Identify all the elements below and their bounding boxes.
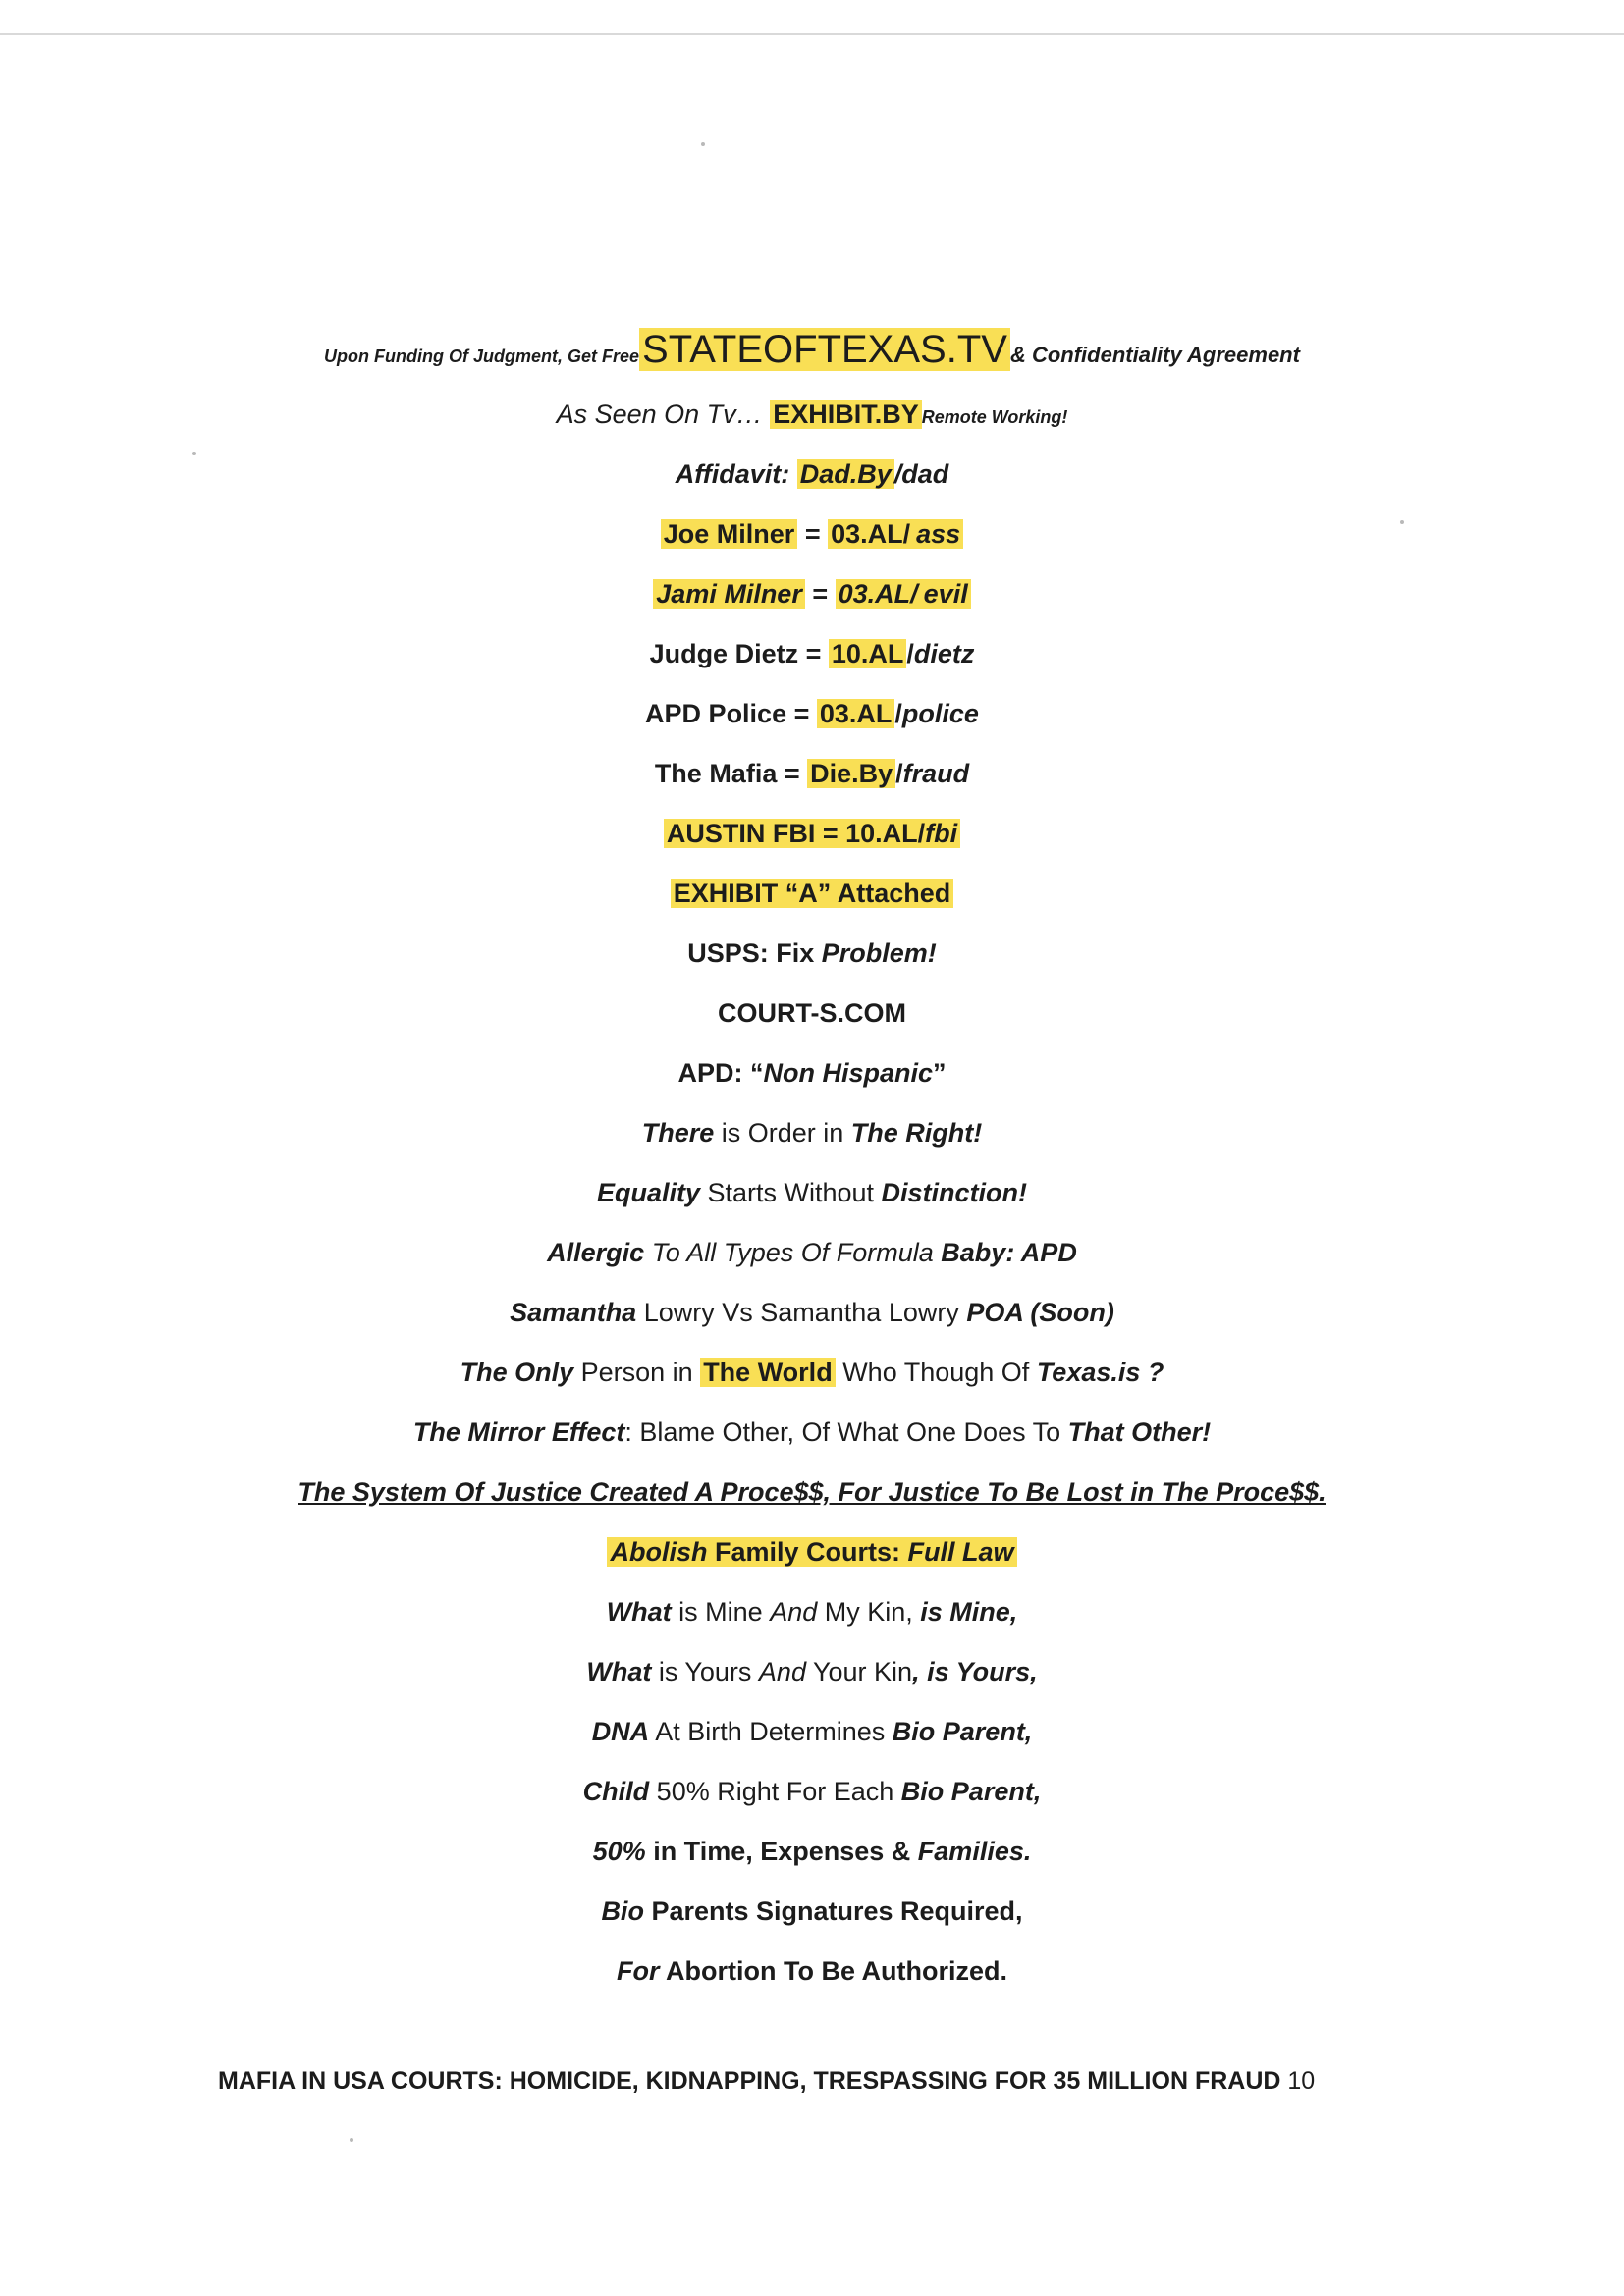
scan-speck <box>350 2138 353 2142</box>
order-line <box>0 1113 1624 1152</box>
signatures-text: Parents Signatures Required, <box>643 1896 1023 1926</box>
family-courts-text: Family Courts: <box>707 1537 908 1567</box>
bio-word: Bio <box>601 1896 644 1926</box>
jami-milner-line <box>0 574 1624 614</box>
footer <box>218 2061 1315 2101</box>
apd-hispanic-line <box>0 1053 1624 1093</box>
exhibit-by-link[interactable]: EXHIBIT.BY <box>770 400 922 429</box>
only-person-line <box>0 1353 1624 1392</box>
fifty-percent-word: 50% <box>592 1837 646 1866</box>
usps-label: USPS: Fix <box>687 938 822 968</box>
families-word: Families. <box>917 1837 1032 1866</box>
affidavit-label: Affidavit: <box>675 459 797 489</box>
is-yours-text: is Yours <box>651 1657 759 1686</box>
dietz-link[interactable]: 10.AL <box>829 639 907 668</box>
that-other-text: That Other! <box>1067 1417 1212 1447</box>
abortion-text: Abortion To Be Authorized. <box>659 1956 1007 1986</box>
mirror-effect-text: The Mirror Effect <box>412 1417 625 1447</box>
austin-fbi-line <box>0 814 1624 853</box>
full-law-text: Full Law <box>907 1537 1014 1567</box>
footer-text: MAFIA IN USA COURTS: HOMICIDE, KIDNAPPING, TRESPASSING FOR 35 MILLION FRAUD <box>218 2067 1281 2095</box>
samantha-word: Samantha <box>510 1298 637 1327</box>
there-word: There <box>641 1118 715 1148</box>
joe-milner-line <box>0 514 1624 554</box>
at-birth-text: At Birth Determines <box>649 1717 893 1746</box>
mine-line <box>0 1592 1624 1631</box>
formula-text: To All Types Of Formula <box>644 1238 942 1267</box>
is-mine-emphasis: is Mine, <box>920 1597 1018 1627</box>
bio-parent-text: Bio Parent, <box>892 1717 1033 1746</box>
system-of-justice-line <box>0 1472 1624 1512</box>
time-expenses-line <box>0 1832 1624 1871</box>
time-expenses-text: in Time, Expenses & <box>645 1837 918 1866</box>
yours-line <box>0 1652 1624 1691</box>
lowry-text: Lowry Vs Samantha Lowry <box>636 1298 967 1327</box>
child-line <box>0 1772 1624 1811</box>
equality-word: Equality <box>596 1178 700 1207</box>
for-word: For <box>617 1956 660 1986</box>
abolish-line <box>0 1532 1624 1572</box>
confidentiality-text: & Confidentiality Agreement <box>1009 343 1300 367</box>
mafia-label: The Mafia = <box>654 759 808 788</box>
what-word: What <box>606 1597 672 1627</box>
remote-working-text: Remote Working! <box>921 407 1068 427</box>
court-s-line <box>0 993 1624 1033</box>
slash: / <box>895 759 903 788</box>
jami-milner-name: Jami Milner <box>653 579 805 609</box>
die-by-link[interactable]: Die.By <box>807 759 895 788</box>
what-word: What <box>586 1657 652 1686</box>
dad-path: /dad <box>893 459 949 489</box>
equality-line <box>0 1173 1624 1212</box>
starts-without-text: Starts Without <box>699 1178 882 1207</box>
joe-milner-name: Joe Milner <box>661 519 798 549</box>
texas-is-link[interactable]: Texas.is ? <box>1036 1358 1164 1387</box>
blame-text: : Blame Other, Of What One Does To <box>624 1417 1068 1447</box>
allergic-word: Allergic <box>547 1238 645 1267</box>
right-text: The Right! <box>850 1118 983 1148</box>
person-in-text: Person in <box>573 1358 701 1387</box>
allergic-line <box>0 1233 1624 1272</box>
slash: / <box>894 699 902 728</box>
the-only-text: The Only <box>460 1358 574 1387</box>
your-kin-text: Your Kin <box>805 1657 913 1686</box>
equals-sign: = <box>804 579 836 609</box>
jami-link-path[interactable]: evil <box>921 579 971 609</box>
bio-parent-text: Bio Parent, <box>900 1777 1042 1806</box>
fifty-percent-text: 50% Right For Each <box>649 1777 901 1806</box>
funding-line <box>0 330 1624 376</box>
equals-sign: = <box>797 519 829 549</box>
is-mine-text: is Mine <box>671 1597 771 1627</box>
exhibit-a-text: EXHIBIT “A” Attached <box>671 879 954 908</box>
dna-line <box>0 1712 1624 1751</box>
apd-police-line <box>0 694 1624 733</box>
order-text: is Order in <box>714 1118 851 1148</box>
affidavit-line <box>0 454 1624 494</box>
scan-edge-rule <box>0 33 1624 35</box>
judge-dietz-label: Judge Dietz = <box>649 639 829 668</box>
dietz-path: dietz <box>913 639 975 668</box>
non-hispanic-text: Non Hispanic <box>763 1058 934 1088</box>
police-path: police <box>901 699 979 728</box>
signatures-line <box>0 1892 1624 1931</box>
my-kin-text: My Kin, <box>817 1597 921 1627</box>
exhibit-a-line <box>0 874 1624 913</box>
fbi-path[interactable]: fbi <box>925 819 958 848</box>
and-word: And <box>770 1597 818 1627</box>
poa-text: POA (Soon) <box>966 1298 1114 1327</box>
slash: / <box>906 639 914 668</box>
jami-link[interactable]: 03.AL/ <box>836 579 921 609</box>
police-link[interactable]: 03.AL <box>817 699 895 728</box>
fraud-path: fraud <box>902 759 970 788</box>
page-number: 10 <box>1287 2067 1316 2095</box>
usps-line <box>0 934 1624 973</box>
apd-label: APD: “ <box>677 1058 764 1088</box>
dad-by-link[interactable]: Dad.By <box>797 459 894 489</box>
system-of-justice-text: The System Of Justice Created A Proce$$, For Justice To Be Lost in The Proce$$. <box>298 1477 1326 1507</box>
abolish-word: Abolish <box>610 1537 708 1567</box>
as-seen-text: As Seen On Tv… <box>556 400 771 429</box>
court-s-link[interactable]: COURT-S.COM <box>718 998 906 1028</box>
problem-text: Problem! <box>821 938 937 968</box>
joe-link[interactable]: 03.AL/ <box>828 519 913 549</box>
and-word: And <box>758 1657 806 1686</box>
mafia-line <box>0 754 1624 793</box>
judge-dietz-line <box>0 634 1624 673</box>
is-yours-emphasis: , is Yours, <box>912 1657 1038 1686</box>
distinction-word: Distinction! <box>881 1178 1028 1207</box>
mirror-effect-line <box>0 1413 1624 1452</box>
close-quote: ” <box>933 1058 947 1088</box>
joe-link-path[interactable]: ass <box>913 519 963 549</box>
as-seen-line <box>0 395 1624 437</box>
apd-police-label: APD Police = <box>645 699 817 728</box>
scan-speck <box>701 142 705 146</box>
austin-fbi-label[interactable]: AUSTIN FBI = 10.AL/ <box>666 819 926 848</box>
child-word: Child <box>582 1777 650 1806</box>
stateoftexas-link[interactable]: STATEOFTEXAS.TV <box>639 328 1010 371</box>
dna-word: DNA <box>591 1717 650 1746</box>
the-world-text: The World <box>700 1358 836 1387</box>
baby-apd-text: Baby: APD <box>941 1238 1077 1267</box>
samantha-line <box>0 1293 1624 1332</box>
funding-prefix: Upon Funding Of Judgment, Get Free <box>324 347 640 366</box>
who-though-text: Who Though Of <box>835 1358 1037 1387</box>
abortion-line <box>0 1951 1624 1991</box>
